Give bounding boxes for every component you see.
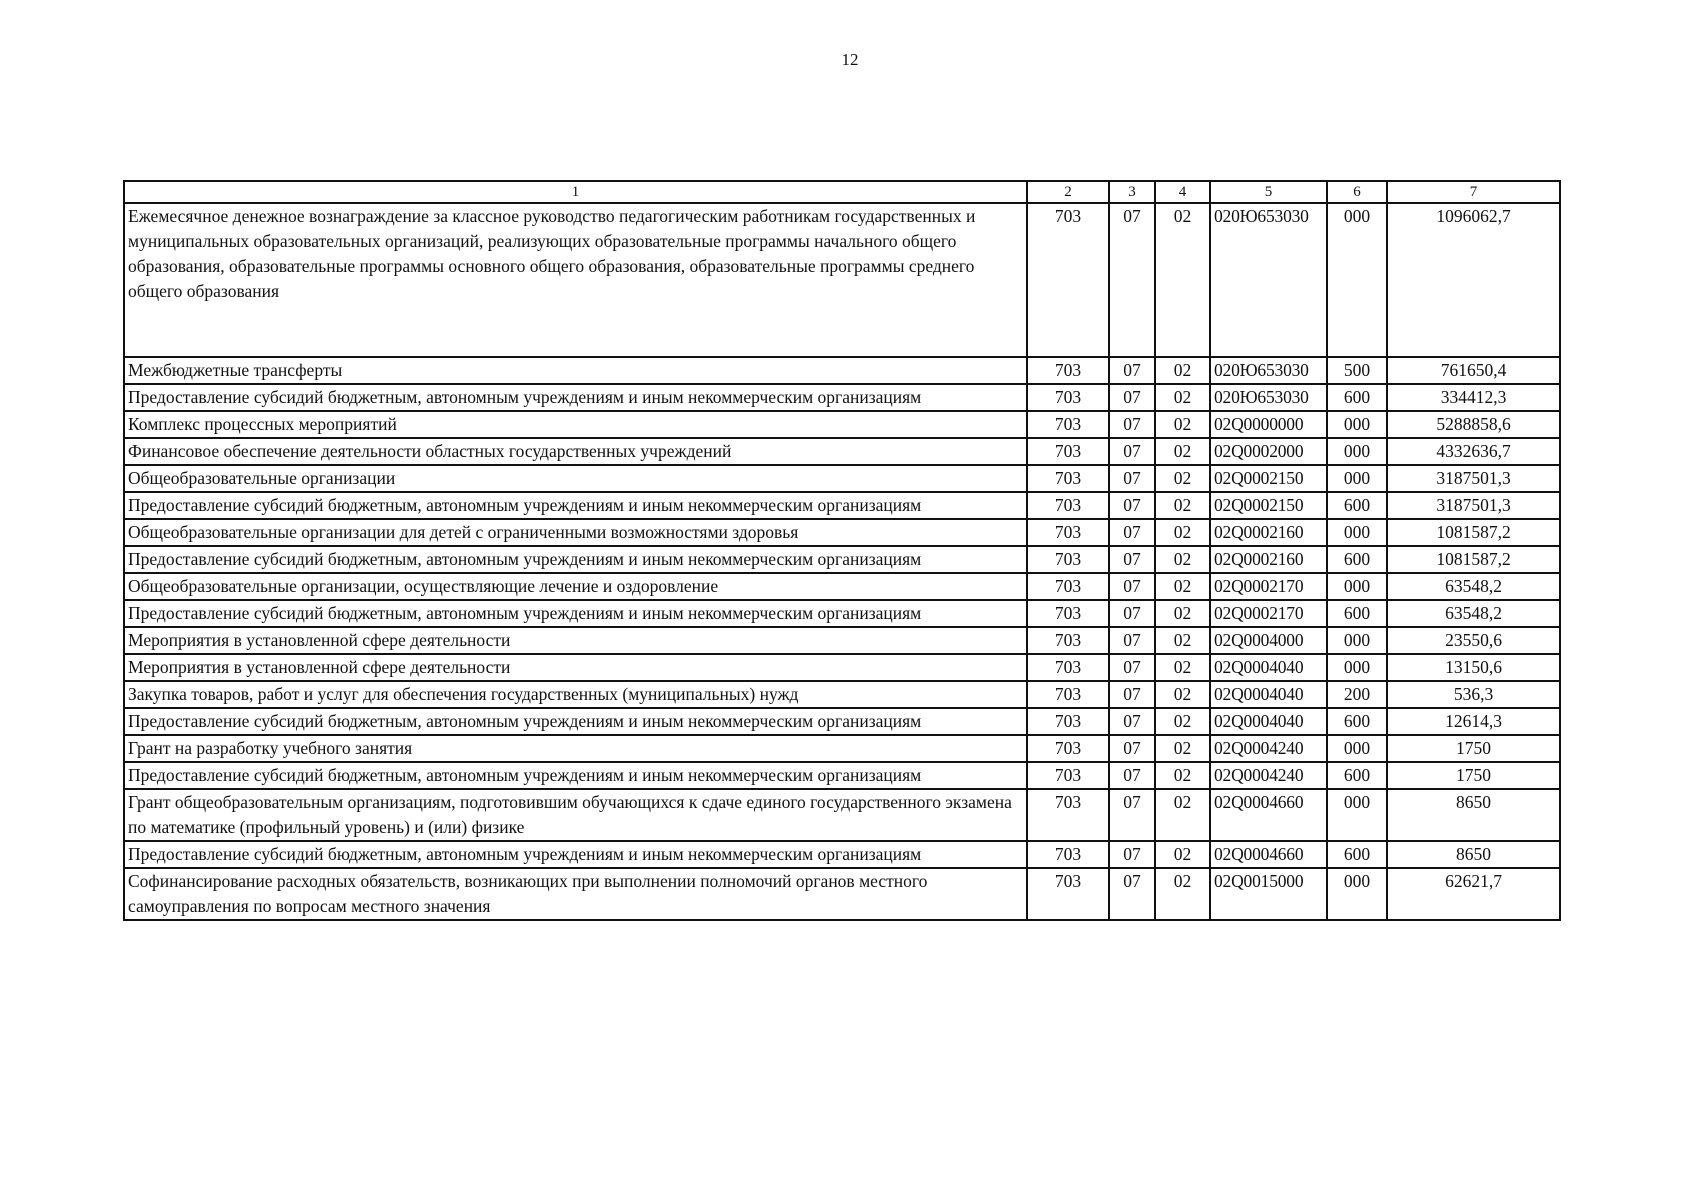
row-vr: 000 bbox=[1327, 573, 1387, 600]
row-rz: 07 bbox=[1109, 868, 1155, 920]
column-header: 6 bbox=[1327, 181, 1387, 203]
row-pr: 02 bbox=[1155, 681, 1210, 708]
row-rz: 07 bbox=[1109, 492, 1155, 519]
table-row bbox=[124, 708, 1560, 735]
column-header: 5 bbox=[1210, 181, 1327, 203]
column-header: 4 bbox=[1155, 181, 1210, 203]
row-ved: 703 bbox=[1027, 203, 1109, 357]
row-name: Софинансирование расходных обязательств, возникающих при выполнении полномочий органов местного самоуправления по вопросам местного значения bbox=[124, 868, 1027, 920]
row-ved: 703 bbox=[1027, 708, 1109, 735]
table-row bbox=[124, 465, 1560, 492]
row-csr: 02Q0002170 bbox=[1210, 573, 1327, 600]
row-vr: 000 bbox=[1327, 868, 1387, 920]
row-name: Предоставление субсидий бюджетным, автономным учреждениям и иным некоммерческим организациям bbox=[124, 546, 1027, 573]
row-sum: 63548,2 bbox=[1387, 573, 1560, 600]
row-rz: 07 bbox=[1109, 708, 1155, 735]
table-row bbox=[124, 762, 1560, 789]
row-csr: 02Q0002150 bbox=[1210, 465, 1327, 492]
row-sum: 1750 bbox=[1387, 762, 1560, 789]
row-ved: 703 bbox=[1027, 519, 1109, 546]
row-vr: 600 bbox=[1327, 384, 1387, 411]
row-sum: 536,3 bbox=[1387, 681, 1560, 708]
row-csr: 02Q0004660 bbox=[1210, 789, 1327, 841]
row-pr: 02 bbox=[1155, 762, 1210, 789]
row-pr: 02 bbox=[1155, 438, 1210, 465]
row-name: Грант на разработку учебного занятия bbox=[124, 735, 1027, 762]
row-sum: 334412,3 bbox=[1387, 384, 1560, 411]
row-pr: 02 bbox=[1155, 411, 1210, 438]
table-row bbox=[124, 384, 1560, 411]
table-row bbox=[124, 789, 1560, 841]
row-vr: 600 bbox=[1327, 841, 1387, 868]
row-name: Ежемесячное денежное вознаграждение за классное руководство педагогическим работникам государственных и муниципальных образовательных организаций, реализующих образовательные программы начального общего образования, образовательные программы основного общего образования, образовательные программы среднего общего образования bbox=[124, 203, 1027, 357]
row-ved: 703 bbox=[1027, 546, 1109, 573]
table-row bbox=[124, 411, 1560, 438]
table-row bbox=[124, 203, 1560, 357]
row-sum: 63548,2 bbox=[1387, 600, 1560, 627]
row-csr: 020Ю653030 bbox=[1210, 384, 1327, 411]
row-name: Предоставление субсидий бюджетным, автономным учреждениям и иным некоммерческим организациям bbox=[124, 384, 1027, 411]
row-name: Финансовое обеспечение деятельности областных государственных учреждений bbox=[124, 438, 1027, 465]
row-vr: 600 bbox=[1327, 708, 1387, 735]
row-rz: 07 bbox=[1109, 654, 1155, 681]
row-sum: 1096062,7 bbox=[1387, 203, 1560, 357]
row-csr: 02Q0004240 bbox=[1210, 735, 1327, 762]
row-csr: 02Q0002170 bbox=[1210, 600, 1327, 627]
row-ved: 703 bbox=[1027, 600, 1109, 627]
row-rz: 07 bbox=[1109, 519, 1155, 546]
row-rz: 07 bbox=[1109, 681, 1155, 708]
row-pr: 02 bbox=[1155, 868, 1210, 920]
table-row bbox=[124, 573, 1560, 600]
row-ved: 703 bbox=[1027, 465, 1109, 492]
row-sum: 8650 bbox=[1387, 789, 1560, 841]
row-name: Предоставление субсидий бюджетным, автономным учреждениям и иным некоммерческим организациям bbox=[124, 841, 1027, 868]
row-ved: 703 bbox=[1027, 357, 1109, 384]
column-header: 7 bbox=[1387, 181, 1560, 203]
row-pr: 02 bbox=[1155, 384, 1210, 411]
row-pr: 02 bbox=[1155, 492, 1210, 519]
row-csr: 02Q0002160 bbox=[1210, 519, 1327, 546]
row-sum: 761650,4 bbox=[1387, 357, 1560, 384]
row-csr: 02Q0004040 bbox=[1210, 654, 1327, 681]
row-sum: 5288858,6 bbox=[1387, 411, 1560, 438]
table-row bbox=[124, 492, 1560, 519]
row-csr: 02Q0004000 bbox=[1210, 627, 1327, 654]
row-ved: 703 bbox=[1027, 492, 1109, 519]
row-ved: 703 bbox=[1027, 681, 1109, 708]
row-sum: 8650 bbox=[1387, 841, 1560, 868]
row-sum: 12614,3 bbox=[1387, 708, 1560, 735]
row-name: Общеобразовательные организации, осуществляющие лечение и оздоровление bbox=[124, 573, 1027, 600]
row-rz: 07 bbox=[1109, 735, 1155, 762]
row-sum: 13150,6 bbox=[1387, 654, 1560, 681]
row-rz: 07 bbox=[1109, 438, 1155, 465]
row-pr: 02 bbox=[1155, 735, 1210, 762]
table-row bbox=[124, 868, 1560, 920]
row-csr: 02Q0002160 bbox=[1210, 546, 1327, 573]
row-rz: 07 bbox=[1109, 789, 1155, 841]
row-sum: 62621,7 bbox=[1387, 868, 1560, 920]
row-vr: 000 bbox=[1327, 465, 1387, 492]
row-ved: 703 bbox=[1027, 627, 1109, 654]
row-ved: 703 bbox=[1027, 573, 1109, 600]
row-sum: 1081587,2 bbox=[1387, 519, 1560, 546]
row-rz: 07 bbox=[1109, 411, 1155, 438]
table-row bbox=[124, 357, 1560, 384]
row-pr: 02 bbox=[1155, 789, 1210, 841]
row-rz: 07 bbox=[1109, 357, 1155, 384]
column-header: 2 bbox=[1027, 181, 1109, 203]
row-csr: 02Q0002150 bbox=[1210, 492, 1327, 519]
row-csr: 02Q0004040 bbox=[1210, 681, 1327, 708]
table-row bbox=[124, 654, 1560, 681]
row-ved: 703 bbox=[1027, 841, 1109, 868]
row-name: Закупка товаров, работ и услуг для обеспечения государственных (муниципальных) нужд bbox=[124, 681, 1027, 708]
row-pr: 02 bbox=[1155, 627, 1210, 654]
row-name: Общеобразовательные организации bbox=[124, 465, 1027, 492]
row-csr: 020Ю653030 bbox=[1210, 357, 1327, 384]
row-ved: 703 bbox=[1027, 411, 1109, 438]
table-row bbox=[124, 438, 1560, 465]
table-row bbox=[124, 546, 1560, 573]
row-csr: 02Q0015000 bbox=[1210, 868, 1327, 920]
row-rz: 07 bbox=[1109, 627, 1155, 654]
row-vr: 200 bbox=[1327, 681, 1387, 708]
row-name: Грант общеобразовательным организациям, подготовившим обучающихся к сдаче единого государственного экзамена по математике (профильный уровень) и (или) физике bbox=[124, 789, 1027, 841]
row-name: Мероприятия в установленной сфере деятельности bbox=[124, 654, 1027, 681]
row-name: Предоставление субсидий бюджетным, автономным учреждениям и иным некоммерческим организациям bbox=[124, 600, 1027, 627]
row-csr: 02Q0002000 bbox=[1210, 438, 1327, 465]
table-row bbox=[124, 681, 1560, 708]
row-vr: 000 bbox=[1327, 519, 1387, 546]
row-name: Предоставление субсидий бюджетным, автономным учреждениям и иным некоммерческим организациям bbox=[124, 492, 1027, 519]
row-sum: 1750 bbox=[1387, 735, 1560, 762]
row-csr: 020Ю653030 bbox=[1210, 203, 1327, 357]
row-ved: 703 bbox=[1027, 384, 1109, 411]
row-rz: 07 bbox=[1109, 841, 1155, 868]
table-row bbox=[124, 841, 1560, 868]
row-vr: 000 bbox=[1327, 203, 1387, 357]
table-row bbox=[124, 735, 1560, 762]
row-csr: 02Q0004660 bbox=[1210, 841, 1327, 868]
row-rz: 07 bbox=[1109, 546, 1155, 573]
row-vr: 000 bbox=[1327, 789, 1387, 841]
row-rz: 07 bbox=[1109, 465, 1155, 492]
row-rz: 07 bbox=[1109, 762, 1155, 789]
row-name: Общеобразовательные организации для детей с ограниченными возможностями здоровья bbox=[124, 519, 1027, 546]
row-pr: 02 bbox=[1155, 654, 1210, 681]
row-name: Межбюджетные трансферты bbox=[124, 357, 1027, 384]
row-pr: 02 bbox=[1155, 600, 1210, 627]
row-rz: 07 bbox=[1109, 203, 1155, 357]
row-csr: 02Q0000000 bbox=[1210, 411, 1327, 438]
row-pr: 02 bbox=[1155, 708, 1210, 735]
row-vr: 000 bbox=[1327, 411, 1387, 438]
header-row bbox=[124, 181, 1560, 203]
row-rz: 07 bbox=[1109, 573, 1155, 600]
row-ved: 703 bbox=[1027, 438, 1109, 465]
row-vr: 000 bbox=[1327, 627, 1387, 654]
row-sum: 23550,6 bbox=[1387, 627, 1560, 654]
row-sum: 1081587,2 bbox=[1387, 546, 1560, 573]
row-vr: 600 bbox=[1327, 762, 1387, 789]
row-sum: 3187501,3 bbox=[1387, 492, 1560, 519]
row-pr: 02 bbox=[1155, 841, 1210, 868]
table-row bbox=[124, 627, 1560, 654]
row-ved: 703 bbox=[1027, 654, 1109, 681]
row-vr: 600 bbox=[1327, 492, 1387, 519]
row-csr: 02Q0004240 bbox=[1210, 762, 1327, 789]
row-ved: 703 bbox=[1027, 735, 1109, 762]
table-row bbox=[124, 600, 1560, 627]
row-rz: 07 bbox=[1109, 384, 1155, 411]
row-rz: 07 bbox=[1109, 600, 1155, 627]
budget-table bbox=[123, 180, 1561, 921]
row-name: Предоставление субсидий бюджетным, автономным учреждениям и иным некоммерческим организациям bbox=[124, 708, 1027, 735]
table-row bbox=[124, 519, 1560, 546]
row-ved: 703 bbox=[1027, 789, 1109, 841]
row-vr: 000 bbox=[1327, 438, 1387, 465]
row-vr: 600 bbox=[1327, 546, 1387, 573]
row-sum: 4332636,7 bbox=[1387, 438, 1560, 465]
row-pr: 02 bbox=[1155, 519, 1210, 546]
row-pr: 02 bbox=[1155, 573, 1210, 600]
column-header: 1 bbox=[124, 181, 1027, 203]
row-csr: 02Q0004040 bbox=[1210, 708, 1327, 735]
row-name: Мероприятия в установленной сфере деятельности bbox=[124, 627, 1027, 654]
row-pr: 02 bbox=[1155, 203, 1210, 357]
row-sum: 3187501,3 bbox=[1387, 465, 1560, 492]
row-pr: 02 bbox=[1155, 546, 1210, 573]
row-name: Предоставление субсидий бюджетным, автономным учреждениям и иным некоммерческим организациям bbox=[124, 762, 1027, 789]
row-vr: 600 bbox=[1327, 600, 1387, 627]
row-pr: 02 bbox=[1155, 465, 1210, 492]
row-name: Комплекс процессных мероприятий bbox=[124, 411, 1027, 438]
row-pr: 02 bbox=[1155, 357, 1210, 384]
page-number: 12 bbox=[841, 50, 859, 69]
row-vr: 500 bbox=[1327, 357, 1387, 384]
column-header: 3 bbox=[1109, 181, 1155, 203]
row-ved: 703 bbox=[1027, 868, 1109, 920]
row-vr: 000 bbox=[1327, 654, 1387, 681]
row-ved: 703 bbox=[1027, 762, 1109, 789]
row-vr: 000 bbox=[1327, 735, 1387, 762]
